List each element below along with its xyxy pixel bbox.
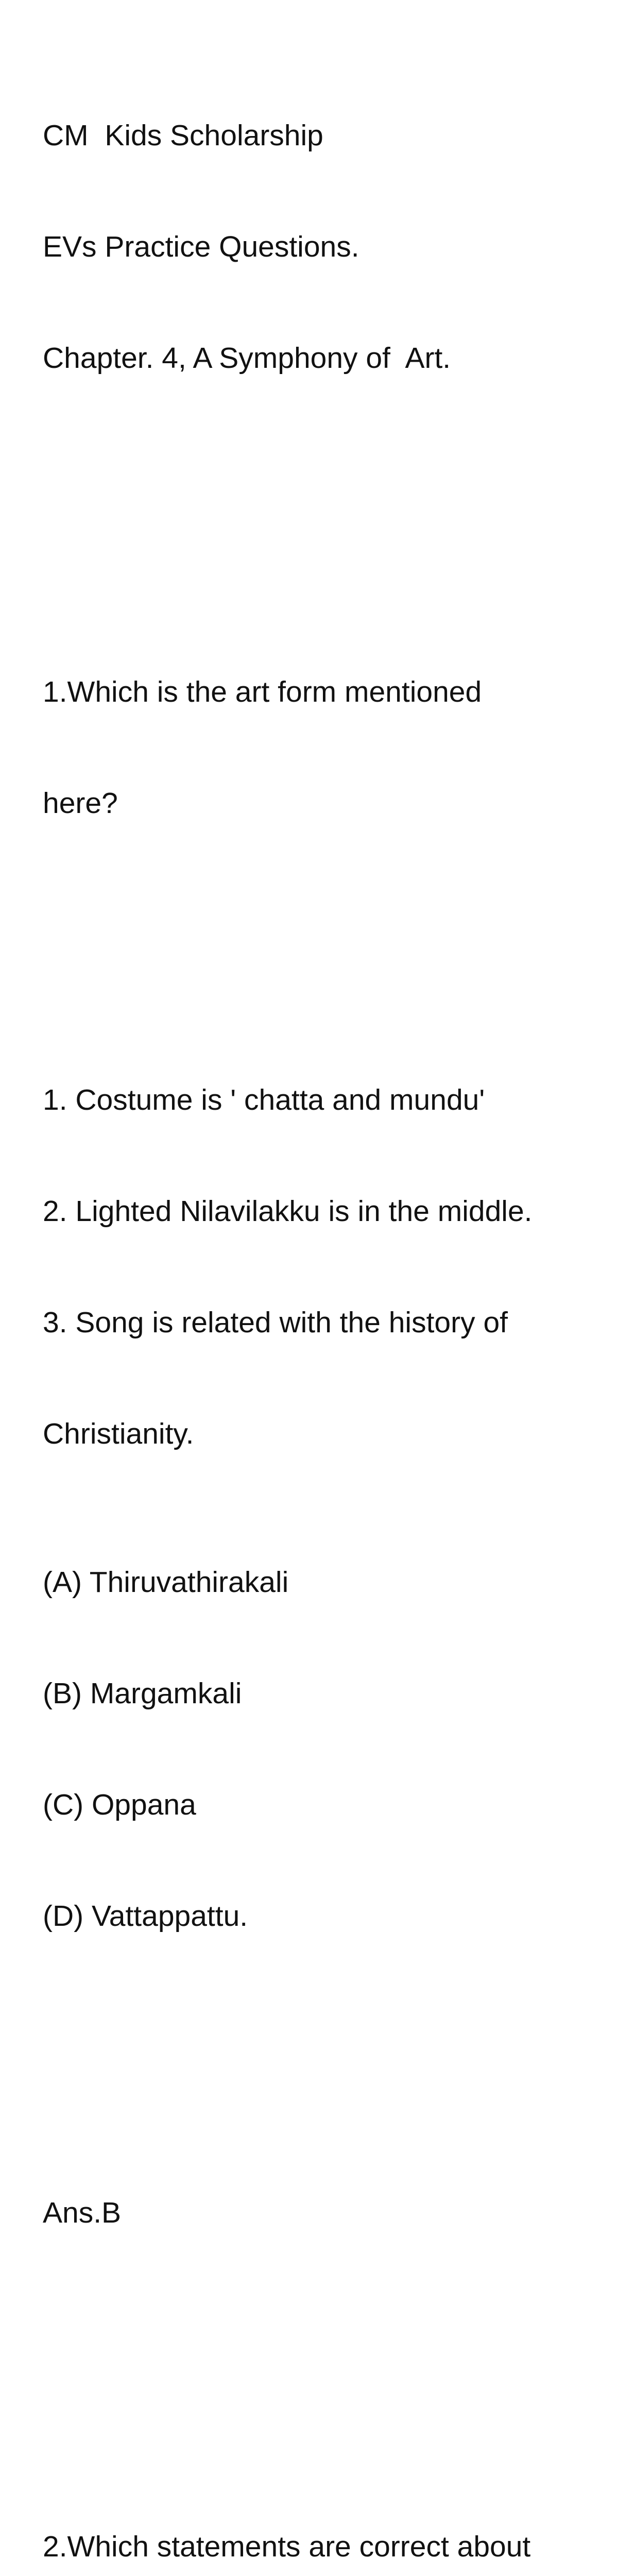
doc-subtitle: EVs Practice Questions. [43, 230, 359, 263]
question-1-clue: 1. Costume is ' chatta and mundu' [43, 1083, 485, 1116]
doc-title: CM Kids Scholarship [43, 119, 323, 152]
chapter-title: Chapter. 4, A Symphony of Art. [43, 342, 451, 375]
question-1-option-d: (D) Vattappattu. [43, 1900, 248, 1933]
question-1-answer: Ans.B [43, 2196, 122, 2229]
question-1-prompt: 1.Which is the art form mentioned [43, 675, 482, 708]
question-1-clue: 2. Lighted Nilavilakku is in the middle. [43, 1195, 533, 1228]
spacer [43, 2046, 609, 2083]
question-1-clue: 3. Song is related with the history of [43, 1306, 508, 1339]
spacer [43, 933, 609, 970]
document-page [43, 43, 609, 2576]
question-1-clue: Christianity. [43, 1417, 194, 1450]
question-2-prompt: 2.Which statements are correct about [43, 2530, 531, 2563]
question-1-option-a: (A) Thiruvathirakali [43, 1566, 289, 1599]
question-1-option-c: (C) Oppana [43, 1788, 196, 1821]
spacer [43, 488, 609, 562]
question-1-prompt-cont: here? [43, 787, 118, 820]
question-1-option-b: (B) Margamkali [43, 1677, 242, 1710]
spacer [43, 2343, 609, 2417]
